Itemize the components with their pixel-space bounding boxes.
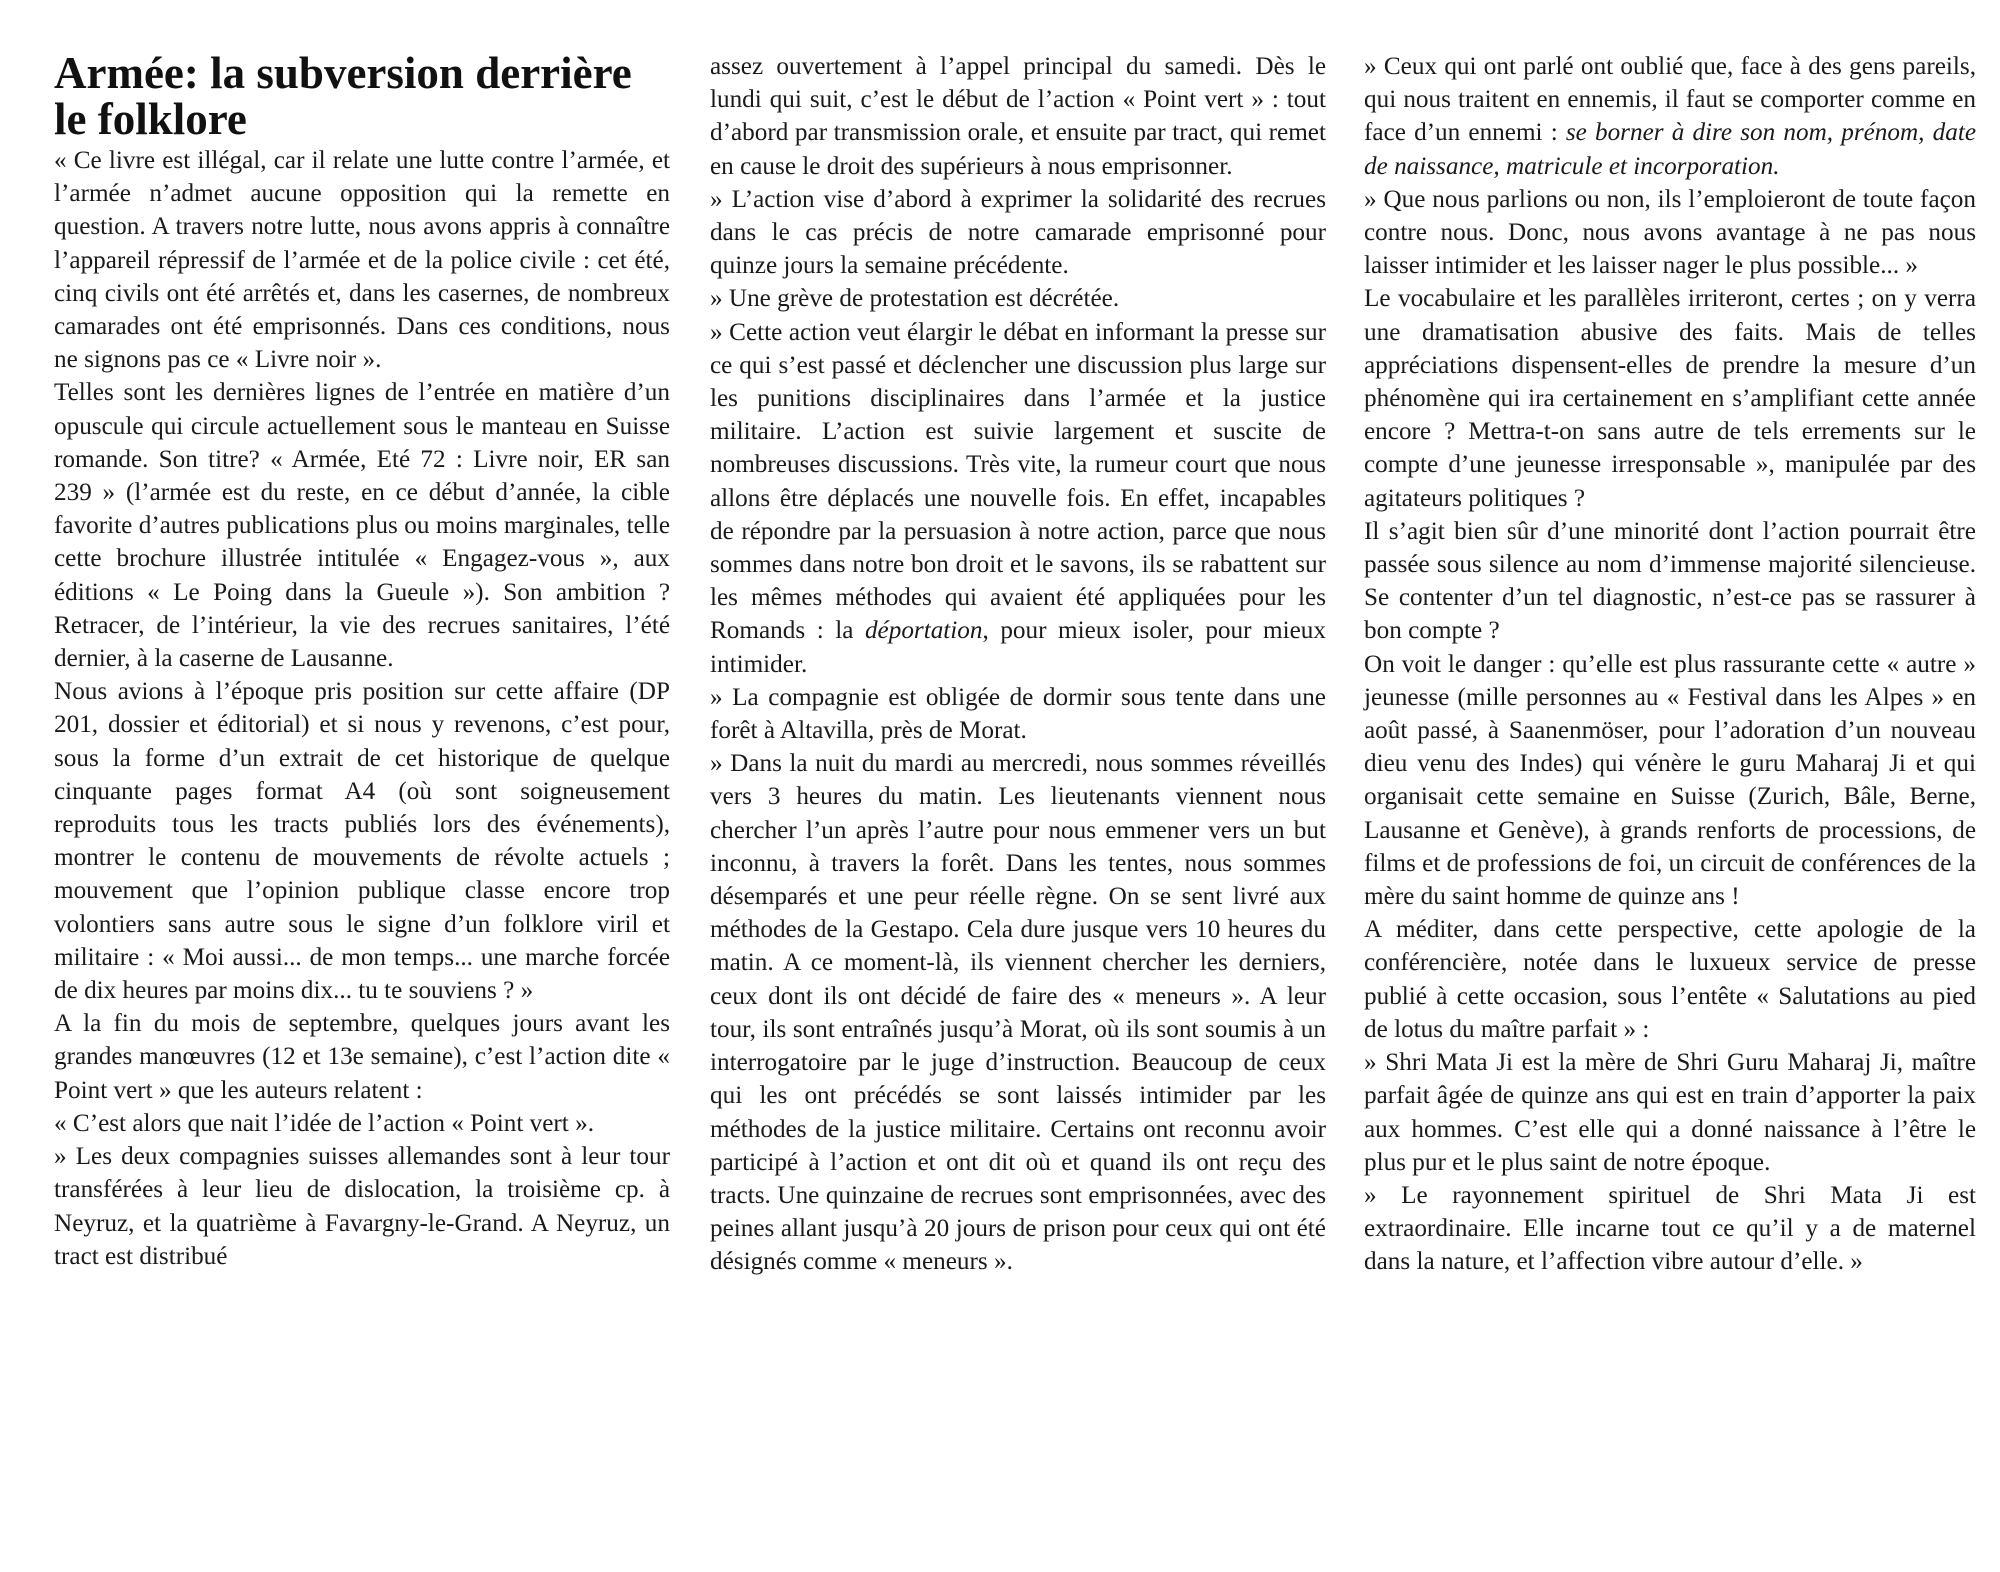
paragraph: » Cette action veut élargir le débat en informant la presse sur ce qui s’est passé et déclencher une discussion plus large sur les punitions disciplinaires dans l’armée et la justice militaire. L’action est suivie largement et suscite de nombreuses discussions. Très vite, la rumeur court que nous allons être déplacés une nouvelle fois. En effet, incapables de répondre par la persuasion à notre action, parce que nous sommes dans notre bon droit et le savons, ils se rabattent sur les mêmes méthodes qui avaient été appliquées pour les Romands : la déportation, pour mieux isoler, pour mieux intimider.: [710, 318, 1326, 678]
paragraph: Telles sont les dernières lignes de l’entrée en matière d’un opuscule qui circule actuellement sous le manteau en Suisse romande. Son titre? « Armée, Eté 72 : Livre noir, ER san 239 » (l’armée est du reste, en ce début d’année, la cible favorite d’autres publications plus ou moins marginales, telle cette brochure illustrée intitulée « Engagez-vous », aux éditions « Le Poing dans la Gueule »). Son ambition ? Retracer, de l’intérieur, la vie des recrues sanitaires, l’été dernier, à la caserne de Lausanne.: [54, 379, 670, 673]
paragraph: » L’action vise d’abord à exprimer la solidarité des recrues dans le cas précis de notre camarade emprisonné pour quinze jours la semaine précédente.: [710, 185, 1326, 280]
paragraph: » Le rayonnement spirituel de Shri Mata Ji est extraordinaire. Elle incarne tout ce qu’il y a de maternel dans la nature, et l’affection vibre autour d’elle. »: [1364, 1181, 1976, 1276]
paragraph: On voit le danger : qu’elle est plus rassurante cette « autre » jeunesse (mille personnes au « Festival dans les Alpes » en août passé, à Saanenmöser, pour l’adoration d’un nouveau dieu venu des Indes) qui vénère le guru Maharaj Ji et qui organisait cette semaine en Suisse (Zurich, Bâle, Berne, Lausanne et Genève), à grands renforts de processions, de films et de professions de foi, un circuit de conférences de la mère du saint homme de quinze ans !: [1364, 650, 1976, 911]
paragraph: » Ceux qui ont parlé ont oublié que, face à des gens pareils, qui nous traitent en ennemis, il faut se comporter comme en face d’un ennemi : se borner à dire son nom, prénom, date de naissance, matricule et incorporation.: [1364, 53, 1976, 180]
paragraph: Le vocabulaire et les parallèles irriteront, certes ; on y verra une dramatisation abusive des faits. Mais de telles appréciations dispensent-elles de prendre la mesure d’un phénomène qui ira certainement en s’amplifiant cette année encore ? Mettra-t-on sans autre de tels errements sur le compte d’une jeunesse irresponsable », manipulée par des agitateurs politiques ?: [1364, 285, 1976, 512]
paragraph: » Shri Mata Ji est la mère de Shri Guru Maharaj Ji, maître parfait âgée de quinze ans qui est en train d’apporter la paix aux hommes. C’est elle qui a donné naissance à l’être le plus pur et le plus saint de notre époque.: [1364, 1049, 1976, 1176]
article-column-2: [710, 50, 1326, 1279]
paragraph: » Que nous parlions ou non, ils l’emploieront de toute façon contre nous. Donc, nous avons avantage à ne pas nous laisser intimider et les laisser nager le plus possible... »: [1364, 185, 1976, 280]
paragraph: Il s’agit bien sûr d’une minorité dont l’action pourrait être passée sous silence au nom d’immense majorité silencieuse. Se contenter d’un tel diagnostic, n’est-ce pas se rassurer à bon compte ?: [1364, 517, 1976, 645]
article-column-1: [54, 50, 670, 1273]
paragraph: » Une grève de protestation est décrétée.: [710, 285, 1120, 313]
paragraph: Nous avions à l’époque pris position sur cette affaire (DP 201, dossier et éditorial) et si nous y revenons, c’est pour, sous la forme d’un extrait de cet historique de quelque cinquante pages format A4 (où sont soigneusement reproduits tous les tracts publiés lors des événements), montrer le contenu de mouvements de révolte actuels ; mouvement que l’opinion publique classe encore trop volontiers sans autre sous le signe d’un folklore viril et militaire : « Moi aussi... de mon temps... une marche forcée de dix heures par moins dix... tu te souviens ? »: [54, 678, 670, 1005]
paragraph: « Ce livre est illégal, car il relate une lutte contre l’armée, et l’armée n’admet aucune opposition qui la remette en question. A travers notre lutte, nous avons appris à connaître l’appareil répressif de l’armée et de la police civile : cet été, cinq civils ont été arrêtés et, dans les casernes, de nombreux camarades ont été emprisonnés. Dans ces conditions, nous ne signons pas ce « Livre noir ».: [54, 147, 670, 374]
paragraph: assez ouvertement à l’appel principal du samedi. Dès le lundi qui suit, c’est le début de l’action « Point vert » : tout d’abord par transmission orale, et ensuite par tract, qui remet en cause le droit des supérieurs à nous emprisonner.: [710, 53, 1326, 180]
paragraph: » Dans la nuit du mardi au mercredi, nous sommes réveillés vers 3 heures du matin. Les lieutenants viennent nous chercher l’un après l’autre pour nous emmener vers un but inconnu, à travers la forêt. Dans les tentes, nous sommes désemparés et une peur réelle règne. On se sent livré aux méthodes de la Gestapo. Cela dure jusque vers 10 heures du matin. A ce moment-là, ils viennent chercher les derniers, ceux dont ils ont décidé de faire des « meneurs ». A leur tour, ils sont entraînés jusqu’à Morat, où ils sont soumis à un interrogatoire par le juge d’instruction. Beaucoup de ceux qui les ont précédés se sont laissés intimider par les méthodes de la justice militaire. Certains ont reconnu avoir participé à l’action et ont dit où et quand ils ont reçu des tracts. Une quinzaine de recrues sont emprisonnées, avec des peines allant jusqu’à 20 jours de prison pour ceux qui ont été désignés comme « meneurs ».: [710, 750, 1326, 1276]
article-title: Armée: la subversion derrière le folklore: [54, 48, 632, 144]
paragraph: A méditer, dans cette perspective, cette apologie de la conférencière, notée dans le luxueux service de presse publié à cette occasion, sous l’entête « Salutations au pied de lotus du maître parfait » :: [1364, 916, 1976, 1043]
article-column-3: [1364, 50, 1976, 1279]
paragraph: » La compagnie est obligée de dormir sous tente dans une forêt à Altavilla, près de Morat.: [710, 683, 1326, 745]
paragraph: A la fin du mois de septembre, quelques jours avant les grandes manœuvres (12 et 13e semaine), c’est l’action dite « Point vert » que les auteurs relatent :: [54, 1010, 670, 1104]
paragraph: « C’est alors que nait l’idée de l’action « Point vert ».: [54, 1109, 594, 1137]
paragraph: » Les deux compagnies suisses allemandes sont à leur tour transférées à leur lieu de dislocation, la troisième cp. à Neyruz, et la quatrième à Favargny-le-Grand. A Neyruz, un tract est distribué: [54, 1143, 670, 1270]
